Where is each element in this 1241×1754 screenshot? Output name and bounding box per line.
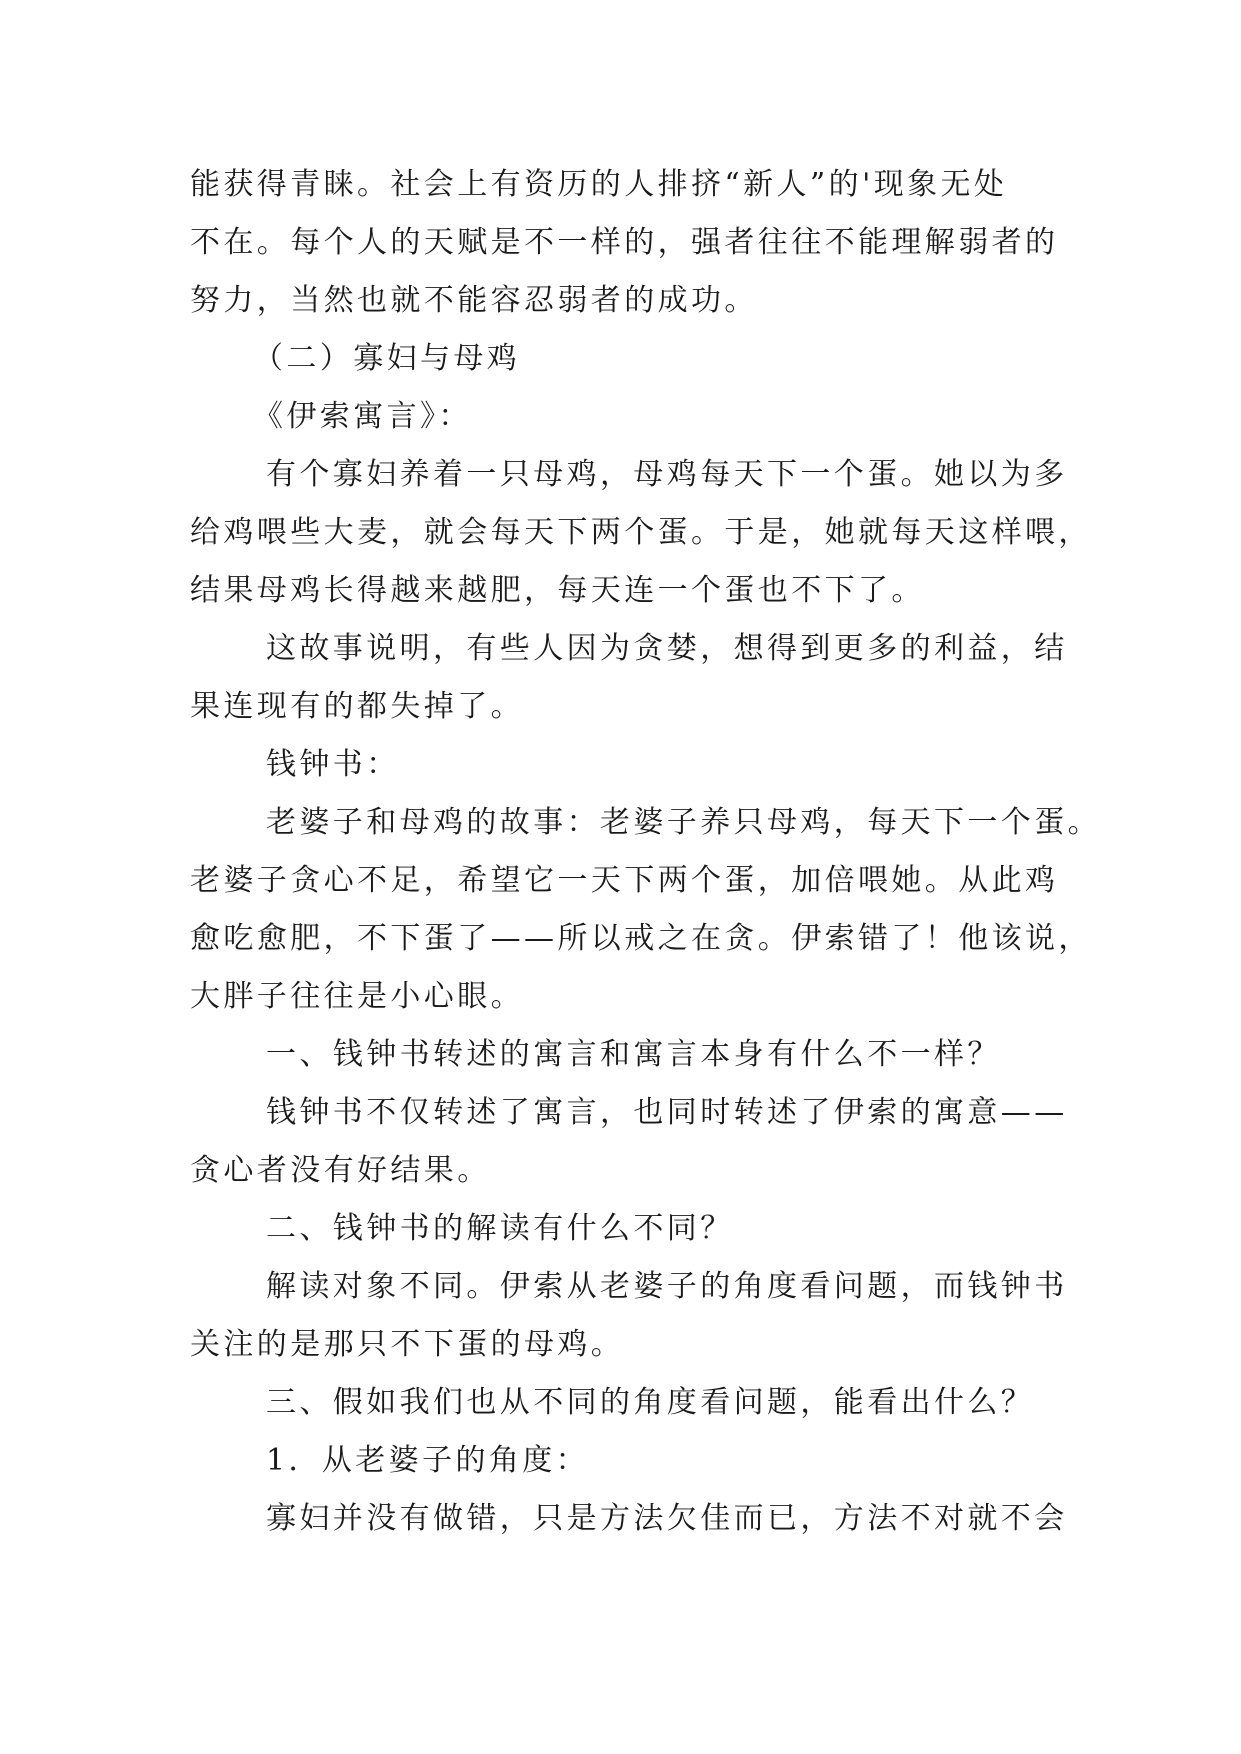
text-line: 努力，当然也就不能容忍弱者的成功。 xyxy=(190,283,758,318)
text-line: 老婆子贪心不足，希望它一天下两个蛋，加倍喂她。从此鸡 xyxy=(190,863,1059,898)
text-line: 给鸡喂些大麦，就会每天下两个蛋。于是，她就每天这样喂， xyxy=(190,515,1092,550)
text-line: 钱钟书不仅转述了寓言，也同时转述了伊索的寓意—— xyxy=(266,1095,1068,1130)
section-heading: （二）寡妇与母鸡 xyxy=(253,341,521,376)
text-line: 关注的是那只不下蛋的母鸡。 xyxy=(190,1327,625,1362)
text-line: 大胖子往往是小心眼。 xyxy=(190,979,524,1014)
question-heading: 三、假如我们也从不同的角度看问题，能看出什么？ xyxy=(266,1385,1035,1420)
question-heading: 一、钱钟书转述的寓言和寓言本身有什么不一样？ xyxy=(266,1037,1001,1072)
text-line: 愈吃愈肥，不下蛋了——所以戒之在贪。伊索错了！他该说， xyxy=(190,921,1092,956)
text-line: 贪心者没有好结果。 xyxy=(190,1153,491,1188)
subheading: 1．从老婆子的角度： xyxy=(266,1443,590,1478)
source-label: 《伊索寓言》： xyxy=(253,399,472,434)
text-line: 能获得青睐。社会上有资历的人排挤“新人”的'现象无处 xyxy=(190,167,1008,202)
text-line: 这故事说明，有些人因为贪婪，想得到更多的利益，结 xyxy=(266,631,1068,666)
text-line: 寡妇并没有做错，只是方法欠佳而已，方法不对就不会 xyxy=(266,1501,1068,1536)
source-label: 钱钟书： xyxy=(266,747,400,782)
text-line: 有个寡妇养着一只母鸡，母鸡每天下一个蛋。她以为多 xyxy=(266,457,1068,492)
text-line: 老婆子和母鸡的故事：老婆子养只母鸡，每天下一个蛋。 xyxy=(266,805,1101,840)
question-heading: 二、钱钟书的解读有什么不同？ xyxy=(266,1211,734,1246)
text-line: 结果母鸡长得越来越肥，每天连一个蛋也不下了。 xyxy=(190,573,925,608)
text-line: 不在。每个人的天赋是不一样的，强者往往不能理解弱者的 xyxy=(190,225,1059,260)
text-line: 果连现有的都失掉了。 xyxy=(190,689,524,724)
text-line: 解读对象不同。伊索从老婆子的角度看问题，而钱钟书 xyxy=(266,1269,1068,1304)
